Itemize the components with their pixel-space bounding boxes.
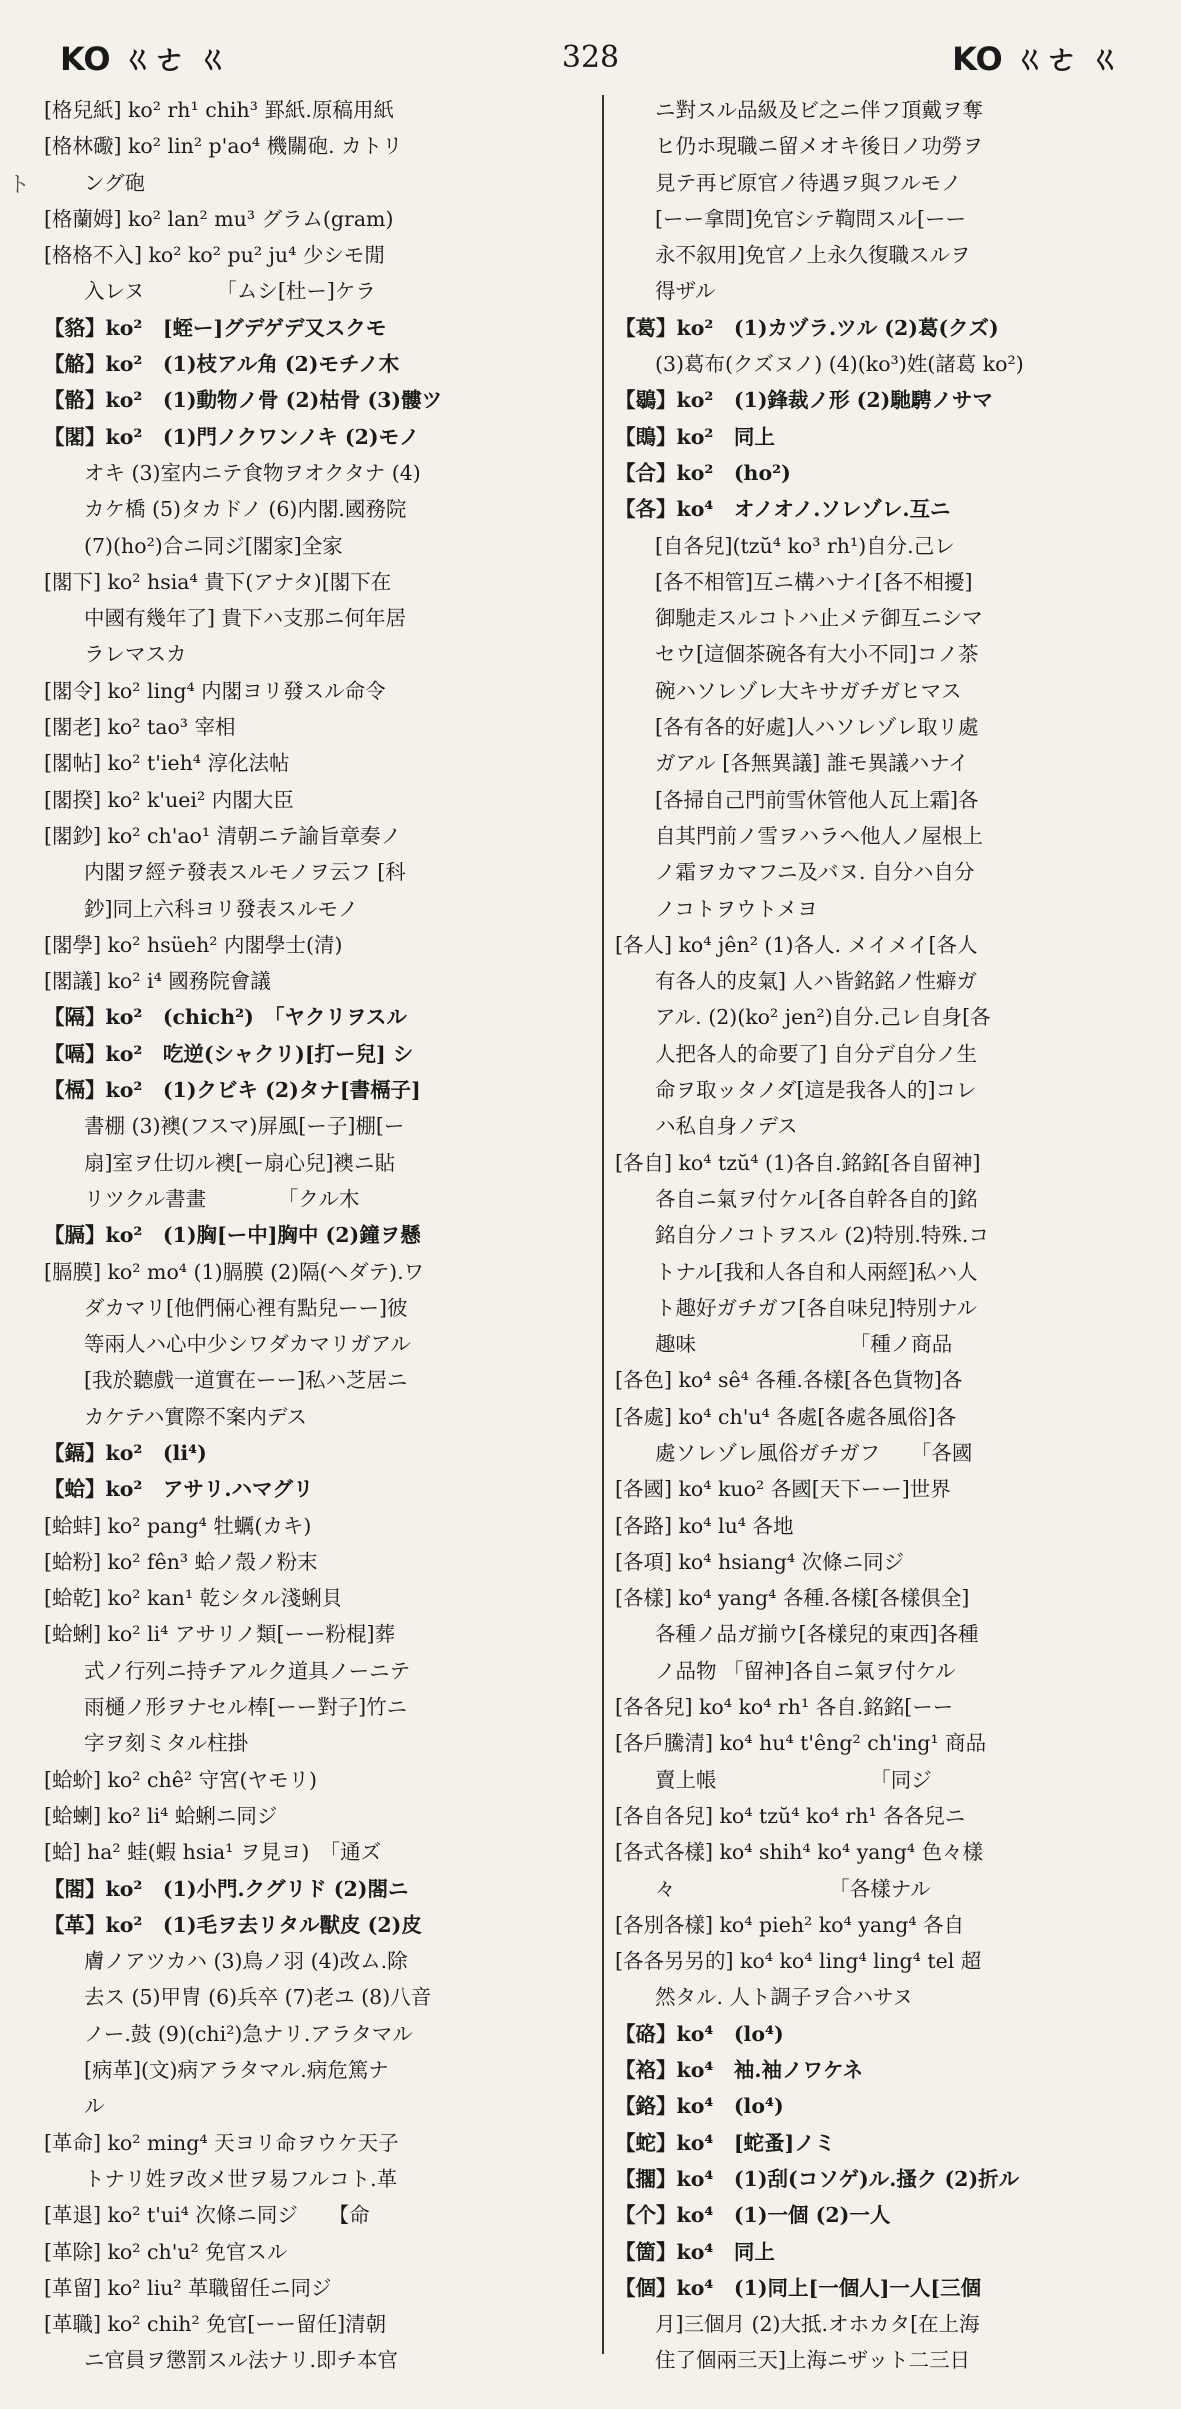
entry-continuation: (7)(ho²)合ニ同ジ[閣家]全家 bbox=[84, 533, 343, 558]
entry-continuation: 入レヌ 「ムシ[杜ー]ケラ bbox=[84, 279, 376, 304]
compound-entry: [各自] ko⁴ tzŭ⁴ (1)各自.銘銘[各自留神] bbox=[615, 1150, 981, 1175]
compound-entry: [各處] ko⁴ ch'u⁴ 各處[各處各風俗]各 bbox=[615, 1404, 957, 1429]
entry-continuation: 賣上帳 「同ジ bbox=[655, 1767, 932, 1792]
entry-continuation: 鈔]同上六科ヨリ發表スルモノ bbox=[84, 896, 359, 921]
entry-continuation: 見テ再ビ原官ノ待遇ヲ與フルモノ bbox=[655, 170, 962, 195]
compound-entry: [膈膜] ko² mo⁴ (1)膈膜 (2)隔(ヘダテ).ワ bbox=[44, 1259, 425, 1284]
entry-continuation: 雨樋ノ形ヲナセル棒[ーー對子]竹ニ bbox=[84, 1695, 408, 1720]
compound-entry: [格蘭姆] ko² lan² mu³ グラム(gram) bbox=[44, 206, 394, 231]
page-number: 328 bbox=[561, 39, 620, 75]
entry-continuation: トナリ姓ヲ改メ世ヲ易フルコト.革 bbox=[84, 2166, 398, 2191]
headword-entry: 【鵖】ko² 同上 bbox=[615, 424, 775, 449]
compound-entry: [各路] ko⁴ lu⁴ 各地 bbox=[615, 1513, 794, 1538]
headword-entry: 【觡】ko² (1)枝アル角 (2)モチノ木 bbox=[44, 352, 400, 377]
entry-continuation: [病革](文)病アラタマル.病危篤ナ bbox=[84, 2058, 389, 2083]
entry-continuation: ハ私自身ノデス bbox=[655, 1114, 798, 1139]
compound-entry: [閣下] ko² hsia⁴ 貴下(アナタ)[閣下在 bbox=[44, 569, 392, 594]
headword-entry: 【葛】ko² (1)カヅラ.ツル (2)葛(クズ) bbox=[615, 315, 999, 340]
compound-entry: [各各兒] ko⁴ ko⁴ rh¹ 各自.銘銘[ーー bbox=[615, 1695, 954, 1720]
compound-entry: [各人] ko⁴ jên² (1)各人. メイメイ[各人 bbox=[615, 932, 978, 957]
headword-entry: 【個】ko⁴ (1)同上[一個人]一人[三個 bbox=[615, 2275, 982, 2300]
compound-entry: [蛤蝲] ko² li⁴ 蛤蜊ニ同ジ bbox=[44, 1803, 278, 1828]
compound-entry: [各色] ko⁴ sê⁴ 各種.各樣[各色貨物]各 bbox=[615, 1368, 963, 1393]
compound-entry: [蛤粉] ko² fên³ 蛤ノ殼ノ粉末 bbox=[44, 1549, 318, 1574]
headword-entry: 【鉻】ko⁴ (lo⁴) bbox=[615, 2094, 784, 2119]
compound-entry: [革留] ko² liu² 革職留任ニ同ジ bbox=[44, 2275, 332, 2300]
entry-continuation: 扇]室ヲ仕切ル襖[ー扇心兒]襖ニ貼 bbox=[84, 1150, 395, 1175]
compound-entry: [格林礮] ko² lin² p'ao⁴ 機關砲. カトリ bbox=[44, 134, 403, 159]
headword-entry: 【貉】ko² [蛭ー]グデゲデ又スクモ bbox=[44, 315, 387, 340]
headword-entry: 【嗝】ko² 吃逆(シャクリ)[打ー兒] シ bbox=[44, 1041, 414, 1066]
entry-continuation: ラレマスカ bbox=[84, 642, 187, 667]
headword-entry: 【閤】ko² (1)小門.クグリド (2)閤ニ bbox=[44, 1876, 409, 1901]
entry-continuation: ング砲 bbox=[84, 170, 146, 195]
compound-entry: [蛤] ha² 蛙(蝦 hsia¹ ヲ見ヨ) 「通ズ bbox=[44, 1840, 382, 1865]
entry-continuation: 碗ハソレゾレ大キサガチガヒマス bbox=[655, 678, 962, 703]
entry-continuation: [各不相管]互ニ構ハナイ[各不相擾] bbox=[655, 569, 973, 594]
entry-continuation: ト趣好ガチガフ[各自味兒]特別ナル bbox=[655, 1295, 978, 1320]
page-header bbox=[60, 34, 1121, 80]
compound-entry: [各別各樣] ko⁴ pieh² ko⁴ yang⁴ 各自 bbox=[615, 1912, 965, 1937]
entry-continuation: ノ品物 「留神]各自ニ氣ヲ付ケル bbox=[655, 1658, 956, 1683]
entry-continuation: ニ官員ヲ懲罰スル法ナリ.即チ本官 bbox=[84, 2348, 399, 2373]
headword-entry: 【袼】ko⁴ 袖.袖ノワケネ bbox=[615, 2058, 864, 2083]
compound-entry: [革退] ko² t'ui⁴ 次條ニ同ジ 【命 bbox=[44, 2203, 370, 2228]
headword-entry: 【蛤】ko² アサリ.ハマグリ bbox=[44, 1477, 314, 1502]
headword-entry: 【各】ko⁴ オノオノ.ソレゾレ.互ニ bbox=[615, 497, 951, 522]
compound-entry: [閣學] ko² hsüeh² 内閣學士(清) bbox=[44, 932, 343, 957]
entry-continuation: 各種ノ品ガ揃ウ[各樣兒的東西]各種 bbox=[655, 1622, 979, 1647]
entry-continuation: セウ[這個茶碗各有大小不同]コノ茶 bbox=[655, 642, 979, 667]
compound-entry: [革命] ko² ming⁴ 天ヨリ命ヲウケ天子 bbox=[44, 2130, 399, 2155]
headword-entry: 【鶡】ko² (1)鋒裁ノ形 (2)馳騁ノサマ bbox=[615, 388, 993, 413]
headword-entry: 【蛇】ko⁴ [蛇蚤]ノミ bbox=[615, 2130, 836, 2155]
compound-entry: [各各另另的] ko⁴ ko⁴ ling⁴ ling⁴ tel 超 bbox=[615, 1949, 982, 1974]
entry-continuation: ル bbox=[84, 2094, 105, 2119]
entry-continuation: 御馳走スルコトハ止メテ御互ニシマ bbox=[655, 606, 983, 631]
headword-entry: 【槅】ko² (1)クビキ (2)タナ[書槅子] bbox=[44, 1078, 421, 1103]
entry-continuation: 中國有幾年了] 貴下ハ支那ニ何年居 bbox=[84, 606, 407, 631]
entry-continuation: 銘自分ノコトヲスル (2)特別.特殊.コ bbox=[655, 1223, 989, 1248]
compound-entry: [蛤蚧] ko² chê² 守宮(ヤモリ) bbox=[44, 1767, 318, 1792]
column-divider bbox=[602, 95, 604, 2354]
compound-entry: [各國] ko⁴ kuo² 各國[天下ーー]世界 bbox=[615, 1477, 951, 1502]
entry-continuation: 内閣ヲ經テ發表スルモノヲ云フ [科 bbox=[84, 860, 406, 885]
entry-continuation: 自其門前ノ雪ヲハラヘ他人ノ屋根上 bbox=[655, 823, 983, 848]
compound-entry: [閣議] ko² i⁴ 國務院會議 bbox=[44, 969, 271, 994]
headword-entry: 【膈】ko² (1)胸[ー中]胸中 (2)鐘ヲ懸 bbox=[44, 1223, 421, 1248]
header-right-guide: KO ㄍㄜ ㄍ bbox=[952, 40, 1121, 78]
entry-continuation: トナル[我和人各自和人兩經]私ハ人 bbox=[655, 1259, 978, 1284]
entry-continuation: ニ對スル品級及ビ之ニ伴フ頂戴ヲ奪 bbox=[655, 98, 983, 122]
entry-continuation: 字ヲ刻ミタル柱掛 bbox=[84, 1731, 248, 1756]
headword-entry: 【革】ko² (1)毛ヲ去リタル獸皮 (2)皮 bbox=[44, 1912, 422, 1937]
compound-entry: [閣老] ko² tao³ 宰相 bbox=[44, 715, 236, 740]
headword-entry: 【硌】ko⁴ (lo⁴) bbox=[615, 2021, 784, 2046]
compound-entry: [各自各兒] ko⁴ tzŭ⁴ ko⁴ rh¹ 各各兒ニ bbox=[615, 1803, 966, 1828]
headword-entry: 【鎘】ko² (li⁴) bbox=[44, 1440, 207, 1465]
entry-continuation: [自各兒](tzŭ⁴ ko³ rh¹)自分.己レ bbox=[655, 533, 955, 558]
headword-entry: 【閣】ko² (1)門ノクワンノキ (2)モノ bbox=[44, 424, 420, 449]
compound-entry: [各戶騰清] ko⁴ hu⁴ t'êng² ch'ing¹ 商品 bbox=[615, 1731, 987, 1756]
entry-continuation: ヒ仍ホ現職ニ留メオキ後日ノ功勞ヲ bbox=[655, 134, 983, 159]
entry-continuation: 永不叙用]免官ノ上永久復職スルヲ bbox=[655, 243, 971, 268]
entry-continuation: 書棚 (3)襖(フスマ)屏風[ー子]棚[ー bbox=[84, 1114, 405, 1139]
compound-entry: [閣令] ko² ling⁴ 内閣ヨリ發スル命令 bbox=[44, 678, 386, 703]
entry-continuation: 命ヲ取ッタノダ[這是我各人的]コレ bbox=[655, 1078, 977, 1103]
entry-continuation: 各自ニ氣ヲ付ケル[各自幹各自的]銘 bbox=[655, 1186, 978, 1211]
compound-entry: [蛤蚌] ko² pang⁴ 牡蠣(カキ) bbox=[44, 1513, 312, 1538]
entry-continuation: ガアル [各無異議] 誰モ異議ハナイ bbox=[655, 751, 969, 776]
compound-entry: [蛤乾] ko² kan¹ 乾シタル淺蜊貝 bbox=[44, 1586, 343, 1611]
entry-continuation: アル. (2)(ko² jen²)自分.己レ自身[各 bbox=[655, 1005, 991, 1030]
entry-continuation: リツクル書畫 「クル木 bbox=[84, 1186, 360, 1211]
left-column bbox=[44, 92, 592, 2373]
entry-continuation: 住了個兩三天]上海ニザット二三日 bbox=[655, 2348, 971, 2373]
entry-continuation: ノ霜ヲカマフニ及バヌ. 自分ハ自分 bbox=[655, 860, 975, 885]
entry-continuation: 然タル. 人ト調子ヲ合ハサヌ bbox=[655, 1985, 914, 2010]
entry-continuation: [我於聽戲一道實在ーー]私ハ芝居ニ bbox=[84, 1368, 408, 1393]
compound-entry: [閣揆] ko² k'uei² 内閣大臣 bbox=[44, 787, 294, 812]
entry-continuation: 有各人的皮氣] 人ハ皆銘銘ノ性癖ガ bbox=[655, 969, 978, 994]
entry-continuation: 處ソレゾレ風俗ガチガフ 「各國 bbox=[655, 1440, 973, 1465]
entry-continuation: 膚ノアツカハ (3)鳥ノ羽 (4)改ム.除 bbox=[84, 1949, 408, 1974]
compound-entry: [革除] ko² ch'u² 免官スル bbox=[44, 2239, 288, 2264]
entry-continuation: 去ス (5)甲冑 (6)兵卒 (7)老ユ (8)八音 bbox=[84, 1985, 432, 2010]
margin-mark: ト bbox=[8, 173, 31, 198]
entry-continuation: [各有各的好處]人ハソレゾレ取リ處 bbox=[655, 715, 979, 740]
compound-entry: [各樣] ko⁴ yang⁴ 各種.各樣[各樣俱全] bbox=[615, 1586, 970, 1611]
entry-continuation: 得ザル bbox=[655, 279, 716, 304]
right-column bbox=[615, 92, 1150, 2373]
compound-entry: [閣帖] ko² t'ieh⁴ 淳化法帖 bbox=[44, 751, 290, 776]
compound-entry: [格格不入] ko² ko² pu² ju⁴ 少シモ閒 bbox=[44, 243, 385, 268]
entry-continuation: [ーー拿問]免官シテ鞫問スル[ーー bbox=[655, 206, 966, 231]
compound-entry: [格兒紙] ko² rh¹ chih³ 罫紙.原稿用紙 bbox=[44, 98, 394, 122]
entry-continuation: (3)葛布(クズヌノ) (4)(ko³)姓(諸葛 ko²) bbox=[655, 352, 1024, 377]
entry-continuation: 趣味 「種ノ商品 bbox=[655, 1332, 953, 1357]
compound-entry: [各項] ko⁴ hsiang⁴ 次條ニ同ジ bbox=[615, 1549, 905, 1574]
entry-continuation: 月]三個月 (2)大抵.オホカタ[在上海 bbox=[655, 2312, 980, 2337]
header-left-guide: KO ㄍㄜ ㄍ bbox=[60, 40, 229, 78]
compound-entry: [閣鈔] ko² ch'ao¹ 清朝ニテ諭旨章奏ノ bbox=[44, 823, 402, 848]
entry-continuation: ノコトヲウトメヨ bbox=[655, 896, 818, 921]
entry-continuation: ダカマリ[他們倆心裡有點兒ーー]彼 bbox=[84, 1295, 408, 1320]
entry-continuation: 等兩人ハ心中少シワダカマリガアル bbox=[84, 1332, 411, 1357]
headword-entry: 【隔】ko² (chich²) 「ヤクリヲスル bbox=[44, 1005, 407, 1030]
headword-entry: 【合】ko² (ho²) bbox=[615, 460, 791, 485]
entry-continuation: 々 「各樣ナル bbox=[655, 1876, 931, 1901]
entry-continuation: [各掃自己門前雪休管他人瓦上霜]各 bbox=[655, 787, 979, 812]
entry-continuation: 人把各人的命要了] 自分デ自分ノ生 bbox=[655, 1041, 978, 1066]
compound-entry: [各式各樣] ko⁴ shih⁴ ko⁴ yang⁴ 色々樣 bbox=[615, 1840, 984, 1865]
entry-continuation: ノー.鼓 (9)(chi²)急ナリ.アラタマル bbox=[84, 2021, 413, 2046]
headword-entry: 【个】ko⁴ (1)一個 (2)一人 bbox=[615, 2203, 891, 2228]
compound-entry: [蛤蜊] ko² li⁴ アサリノ類[ーー粉棍]葬 bbox=[44, 1622, 396, 1647]
entry-continuation: オキ (3)室内ニテ食物ヲオクタナ (4) bbox=[84, 460, 421, 485]
headword-entry: 【箇】ko⁴ 同上 bbox=[615, 2239, 775, 2264]
entry-continuation: 式ノ行列ニ持チアルク道具ノーニテ bbox=[84, 1658, 411, 1683]
compound-entry: [革職] ko² chih² 免官[ーー留任]清朝 bbox=[44, 2312, 387, 2337]
headword-entry: 【擱】ko⁴ (1)刮(コソゲ)ル.搔ク (2)折ル bbox=[615, 2166, 1020, 2191]
headword-entry: 【骼】ko² (1)動物ノ骨 (2)枯骨 (3)髏ツ bbox=[44, 388, 443, 413]
entry-continuation: カケテハ實際不案内デス bbox=[84, 1404, 308, 1429]
entry-continuation: カケ橋 (5)タカドノ (6)内閣.國務院 bbox=[84, 497, 407, 522]
